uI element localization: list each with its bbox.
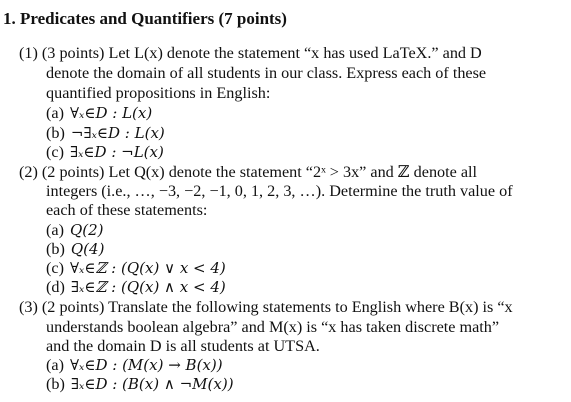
- q1-item-a: [46, 104, 152, 123]
- q1-item-c: [46, 143, 164, 162]
- item-expression: Q(4): [70, 240, 105, 258]
- item-label: (b): [46, 240, 65, 258]
- q3-line-1: (3) (2 points) Translate the following statements to English where B(x) is “x: [19, 298, 513, 316]
- q2-item-a: [46, 221, 104, 240]
- item-label: (a): [46, 221, 64, 239]
- item-expression: Q(2): [69, 221, 104, 239]
- q3-item-b: [46, 375, 234, 394]
- item-expression: ∀ₓ∈D : (M(x) → B(x)): [69, 356, 223, 374]
- item-expression: ∃ₓ∈ℤ : (Q(x) ∧ x < 4): [70, 278, 226, 296]
- item-label: (a): [46, 104, 64, 122]
- q2-line-2: integers (i.e., …, −3, −2, −1, 0, 1, 2, 3, …). Determine the truth value of: [46, 182, 513, 200]
- item-expression: ¬∃ₓ∈D : L(x): [70, 124, 165, 142]
- q2-item-d: [46, 278, 226, 297]
- item-expression: ∀ₓ∈D : L(x): [69, 104, 153, 122]
- q2-item-c: [46, 259, 226, 278]
- item-expression: ∃ₓ∈D : (B(x) ∧ ¬M(x)): [70, 375, 234, 393]
- q2-item-b: [46, 240, 104, 259]
- q1-line-2: denote the domain of all students in our class. Express each of these: [46, 64, 487, 82]
- item-expression: ∀ₓ∈ℤ : (Q(x) ∨ x < 4): [69, 259, 226, 277]
- section-title: 1. Predicates and Quantifiers (7 points): [3, 9, 287, 28]
- q3-item-a: [46, 356, 223, 375]
- item-label: (c): [46, 143, 64, 161]
- q3-line-3: and the domain D is all students at UTSA.: [46, 337, 320, 355]
- q1-item-b: [46, 124, 165, 143]
- q1-line-1: (1) (3 points) Let L(x) denote the statement “x has used LaTeX.” and D: [19, 44, 482, 62]
- q2-line-3: each of these statements:: [46, 201, 208, 219]
- item-label: (d): [46, 278, 65, 296]
- item-expression: ∃ₓ∈D : ¬L(x): [69, 143, 164, 161]
- item-label: (a): [46, 356, 64, 374]
- q3-line-2: understands boolean algebra” and M(x) is “x has taken discrete math”: [46, 318, 500, 336]
- q1-line-3: quantified propositions in English:: [46, 84, 271, 102]
- q2-line-1: (2) (2 points) Let Q(x) denote the statement “2ˣ > 3x” and ℤ denote all: [19, 163, 478, 181]
- item-label: (b): [46, 375, 65, 393]
- item-label: (b): [46, 124, 65, 142]
- item-label: (c): [46, 259, 64, 277]
